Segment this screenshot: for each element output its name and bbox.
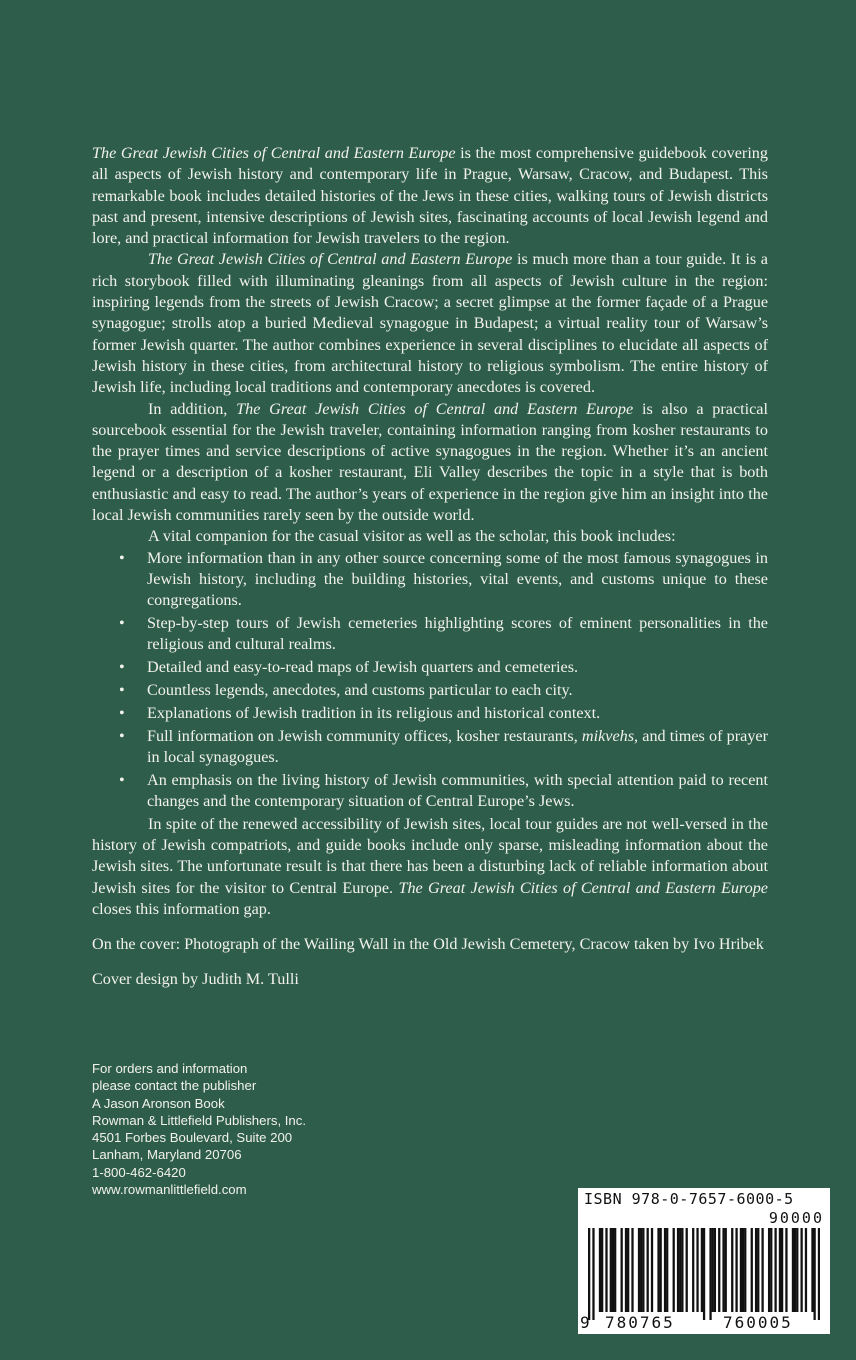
barcode-bar [642, 1228, 644, 1312]
barcode-bar [757, 1228, 759, 1312]
list-item: • Countless legends, anecdotes, and customs particular to each city. [92, 680, 768, 701]
bullet-icon: • [119, 703, 125, 722]
barcode-bar [605, 1228, 607, 1312]
barcode-bar [588, 1228, 590, 1320]
barcode-bar [599, 1228, 601, 1312]
barcode-bar [612, 1228, 614, 1312]
list-item: • Explanations of Jewish tradition in its religious and historical context. [92, 703, 768, 724]
isbn-number: ISBN 978-0-7657-6000-5 [584, 1190, 794, 1208]
barcode-bar [796, 1228, 798, 1312]
barcode-bar [627, 1228, 629, 1312]
list-item: • Step-by-step tours of Jewish cemeteries highlighting scores of eminent personalities in the religious and cultural realms. [119, 614, 768, 654]
barcode-bar [774, 1228, 776, 1312]
list-item: • More information than in any other source concerning some of the most famous synagogues in Jewish history, including the building histories, vital events, and customs unique to these congregations. [119, 548, 768, 610]
barcode-bar [781, 1228, 783, 1312]
barcode-bar [785, 1228, 787, 1312]
bullet-icon: • [119, 726, 125, 745]
barcode-bar [631, 1228, 633, 1312]
barcode-bar [735, 1228, 737, 1312]
barcode-bar [792, 1228, 794, 1312]
barcode-bar [692, 1228, 694, 1312]
feature-list [92, 548, 768, 813]
barcode-bar [703, 1228, 705, 1320]
barcode-bar [610, 1228, 612, 1312]
list-item: • Detailed and easy-to-read maps of Jewish quarters and cemeteries. [92, 657, 768, 678]
publisher-info: For orders and information please contact the publisher A Jason Aronson Book Rowman & Littlefield Publishers, Inc. 4501 Forbes Boulevard, Suite 200 Lanham, Maryland 20706 1-800-462-6420 www.rowmanlittlefield.com [92, 1060, 412, 1198]
design-credit: Cover design by Judith M. Tulli [92, 970, 299, 989]
back-cover-text [92, 143, 768, 991]
barcode-bar [725, 1228, 727, 1312]
barcode-bar [664, 1228, 666, 1312]
barcode-bar [742, 1228, 744, 1312]
barcode-bar [755, 1228, 757, 1312]
barcode-bar [638, 1228, 640, 1312]
barcode-bar [744, 1228, 746, 1312]
list-item: • An emphasis on the living history of Jewish communities, with special attention paid to recent changes and the contemporary situation of Central Europe’s Jews. [119, 770, 768, 810]
paragraph-storybook: The Great Jewish Cities of Central and Eastern Europe is much more than a tour guide. It is a rich storybook filled with illuminating gleanings from all aspects of Jewish culture in the region: inspiring legends from the streets of Jewish Cracow; a secret glimpse at the former façade of a Prague synagogue; strolls atop a buried Medieval synagogue in Budapest; a virtual reality tour of Warsaw’s former Jewish quarter. The author combines experience in several disciplines to elucidate all aspects of Jewish history in these cities, from architectural history to religious symbolism. The entire history of Jewish life, including local traditions and contemporary anecdotes is covered. [92, 250, 768, 397]
barcode-bar [794, 1228, 796, 1312]
barcode-bar [681, 1228, 683, 1312]
barcode-bar [686, 1228, 688, 1312]
bullet-icon: • [119, 614, 125, 633]
book-title: The Great Jewish Cities of Central and Eastern Europe [92, 144, 456, 162]
paragraph-intro: The Great Jewish Cities of Central and Eastern Europe is the most comprehensive guidebook covering all aspects of Jewish history and contemporary life in Prague, Warsaw, Cracow, and Budapest. This remarkable book includes detailed histories of the Jews in these cities, walking tours of Jewish districts past and present, intensive descriptions of Jewish sites, fascinating accounts of local Jewish legend and lore, and practical information for Jewish travelers to the region. [92, 144, 768, 248]
barcode-bar [731, 1228, 733, 1312]
list-item: • Full information on Jewish community offices, kosher restaurants, mikvehs, and times of prayer in local synagogues. [119, 726, 768, 766]
barcode-bar [614, 1228, 616, 1312]
paragraph-closing: In spite of the renewed accessibility of Jewish sites, local tour guides are not well-versed in the history of Jewish compatriots, and guide books include only sparse, misleading information about the Jewish sites. The unfortunate result is that there has been a disturbing lack of reliable information about Jewish sites for the visitor to Central Europe. The Great Jewish Cities of Central and Eastern Europe closes this information gap. [92, 814, 768, 918]
barcode-bar [625, 1228, 627, 1312]
barcode-bar [651, 1228, 653, 1312]
bullet-icon: • [119, 658, 125, 677]
barcode-bar [800, 1228, 802, 1312]
price-code: 90000 [768, 1209, 824, 1227]
barcode-bar [709, 1228, 711, 1320]
barcode-bar [621, 1228, 623, 1312]
barcode-bar [722, 1228, 724, 1312]
barcode-bar [666, 1228, 668, 1312]
barcode-bar [740, 1228, 742, 1312]
barcode-bar [677, 1228, 679, 1312]
barcode-bar [814, 1228, 816, 1320]
barcode-bar [768, 1228, 770, 1312]
barcode-bar [818, 1228, 820, 1320]
barcode-bar [779, 1228, 781, 1312]
bullet-icon: • [119, 680, 125, 699]
barcode-bar [647, 1228, 649, 1312]
barcode-icon [588, 1228, 820, 1320]
barcode-bar [660, 1228, 662, 1312]
publisher-url: www.rowmanlittlefield.com [92, 1182, 247, 1198]
book-title: The Great Jewish Cities of Central and Eastern Europe [148, 250, 513, 269]
paragraph-sourcebook: In addition, The Great Jewish Cities of Central and Eastern Europe is also a practical sourcebook essential for the Jewish traveler, containing information ranging from kosher restaurants to the prayer times and service descriptions of active synagogues in the region. Whether it’s an ancient legend or a description of a kosher restaurant, Eli Valley describes the topic in a style that is both enthusiastic and easy to read. The author’s years of experience in the region give him an insight into the local Jewish communities rarely seen by the outside world. [92, 399, 768, 525]
barcode-bar [673, 1228, 675, 1312]
barcode-bar [761, 1228, 763, 1312]
book-title: The Great Jewish Cities of Central and Eastern Europe [398, 878, 768, 897]
bullet-icon: • [119, 548, 125, 567]
barcode-bar [701, 1228, 703, 1312]
paragraph-companion: A vital companion for the casual visitor as well as the scholar, this book includes: [148, 527, 676, 546]
barcode-bar [805, 1228, 807, 1312]
barcode-bar [592, 1228, 594, 1320]
barcode-bar [696, 1228, 698, 1312]
cover-credit: On the cover: Photograph of the Wailing Wall in the Old Jewish Cemetery, Cracow taken by Ivo Hribek [92, 935, 764, 954]
barcode-bar [679, 1228, 681, 1312]
isbn-barcode: ISBN 978-0-7657-6000-5 90000 9 780765 760005 [578, 1188, 830, 1334]
barcode-bar [770, 1228, 772, 1312]
barcode-bar [640, 1228, 642, 1312]
barcode-bar [751, 1228, 753, 1312]
book-title: The Great Jewish Cities of Central and Eastern Europe [236, 399, 634, 418]
barcode-bar [718, 1228, 720, 1312]
barcode-bar [712, 1228, 714, 1312]
barcode-bar [714, 1228, 716, 1312]
bullet-icon: • [119, 770, 125, 789]
barcode-bar [601, 1228, 603, 1312]
barcode-bar [657, 1228, 659, 1312]
barcode-bar [811, 1228, 813, 1312]
